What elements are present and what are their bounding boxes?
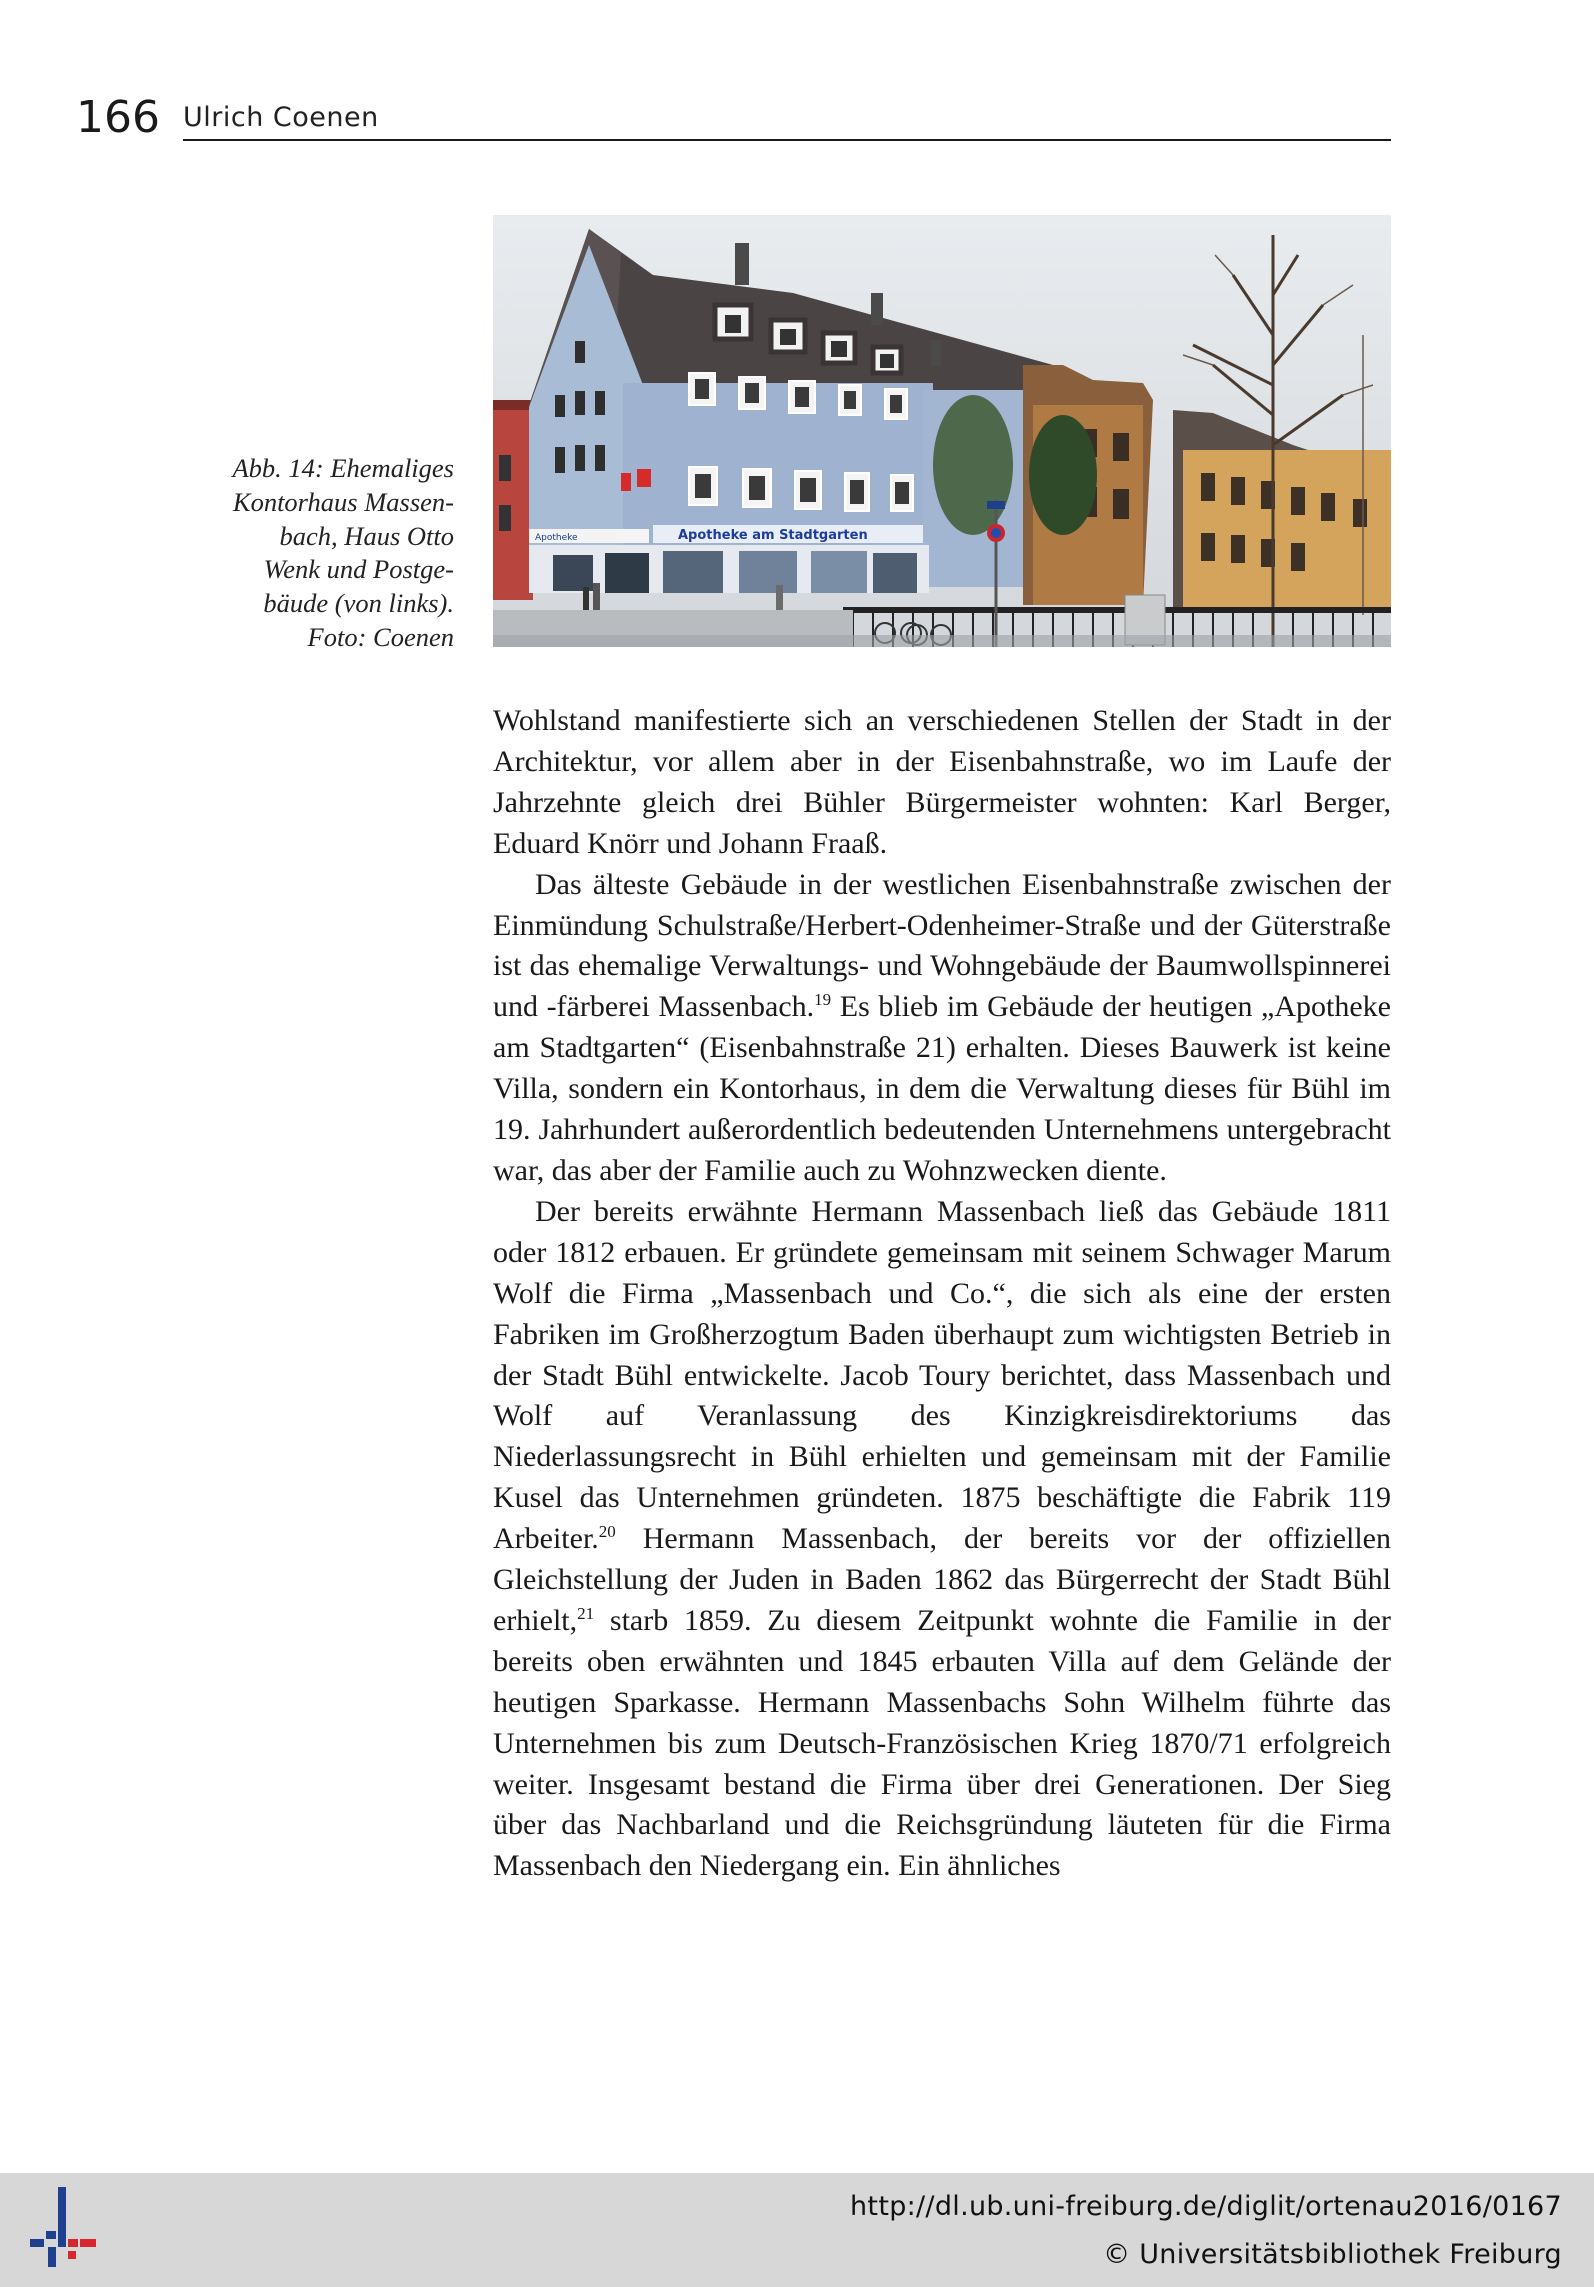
footnote-ref-21: 21 xyxy=(577,1603,595,1623)
footnote-ref-19: 19 xyxy=(814,990,832,1010)
paragraph-3-text-c: starb 1859. Zu diesem Zeitpunkt wohnte die Familie in der bereits oben erwähnten und 1845 erbauten Villa auf dem Gelände der heutigen Sparkasse. Hermann Massenbachs Sohn Wilhelm führte das Unternehmen bis zum Deutsch-Französischen Krieg 1870/71 erfolgreich weiter. Insgesamt bestand die Firma über drei Generationen. Der Sieg über das Nachbarland und die Reichsgründung läuteten für die Firma Massenbach den Niedergang ein. Ein ähnliches xyxy=(493,1603,1391,1883)
caption-line: bach, Haus Otto xyxy=(279,520,454,551)
running-head-author: Ulrich Coenen xyxy=(183,102,379,133)
body-text xyxy=(493,701,1391,1887)
page-number: 166 xyxy=(76,92,160,143)
building-photo xyxy=(493,215,1391,647)
paragraph-2-text-a: Das älteste Gebäude in der westlichen Eisenbahnstraße zwischen der Einmündung Schulstraße/Herbert-Odenheimer-Straße und der Güterstraße ist das ehemalige Verwaltungs- und Wohngebäude der Baumwollspinnerei und -färberei Massenbach. xyxy=(493,867,1391,1024)
caption-line: Wenk und Postge- xyxy=(263,554,454,585)
paragraph-3 xyxy=(493,1192,1391,1887)
figure-caption xyxy=(150,452,454,655)
paragraph-3-text-b: Hermann Massenbach, der bereits vor der offiziellen Gleichstellung der Juden in Baden 1862 das Bürgerrecht der Stadt Bühl erhielt, xyxy=(493,1522,1391,1637)
header-rule xyxy=(183,139,1391,141)
footer-url-link[interactable]: http://dl.ub.uni-freiburg.de/diglit/ortenau2016/0167 xyxy=(850,2191,1562,2222)
footnote-ref-20: 20 xyxy=(598,1522,616,1542)
caption-line: bäude (von links). xyxy=(263,588,454,619)
shop-sign-text: Apotheke am Stadtgarten xyxy=(678,528,868,543)
footer-copyright: © Universitätsbibliothek Freiburg xyxy=(1103,2239,1562,2270)
footer-bar xyxy=(0,2173,1594,2287)
paragraph-2-text-b: Es blieb im Gebäude der heutigen „Apotheke am Stadtgarten“ (Eisenbahnstraße 21) erhalten. Dieses Bauwerk ist keine Villa, sondern ein Kontorhaus, in dem die Verwaltung dieses für Bühl im 19. Jahrhundert außerordentlich bedeutenden Unternehmens untergebracht war, das aber der Familie auch zu Wohnzwecken diente. xyxy=(493,990,1391,1187)
caption-line: Foto: Coenen xyxy=(307,621,454,652)
library-logo-icon xyxy=(22,2187,102,2271)
paragraph-3-text-a: Der bereits erwähnte Hermann Massenbach ließ das Gebäude 1811 oder 1812 erbauen. Er gründete gemeinsam mit seinem Schwager Marum Wolf die Firma „Massenbach und Co.“, die sich als eine der ersten Fabriken im Großherzogtum Baden überhaupt zum wichtigsten Betrieb in der Stadt Bühl entwickelte. Jacob Toury berichtet, dass Massenbach und Wolf auf Veranlassung des Kinzigkreisdirektoriums das Niederlassungsrecht in Bühl erhielten und gemeinsam mit der Familie Kusel das Unternehmen gründeten. 1875 beschäftigte die Fabrik 119 Arbeiter. xyxy=(493,1194,1391,1556)
caption-line: Kontorhaus Massen- xyxy=(232,486,454,517)
caption-line: Abb. 14: Ehemaliges xyxy=(232,453,454,483)
paragraph-2 xyxy=(493,865,1391,1192)
paragraph-1: Wohlstand manifestierte sich an verschiedenen Stellen der Stadt in der Architektur, vor allem aber in der Eisenbahnstraße, wo im Laufe der Jahrzehnte gleich drei Bühler Bürgermeister wohnten: Karl Berger, Eduard Knörr und Johann Fraaß. xyxy=(493,704,1391,860)
svg-text:Apotheke: Apotheke xyxy=(535,533,578,543)
